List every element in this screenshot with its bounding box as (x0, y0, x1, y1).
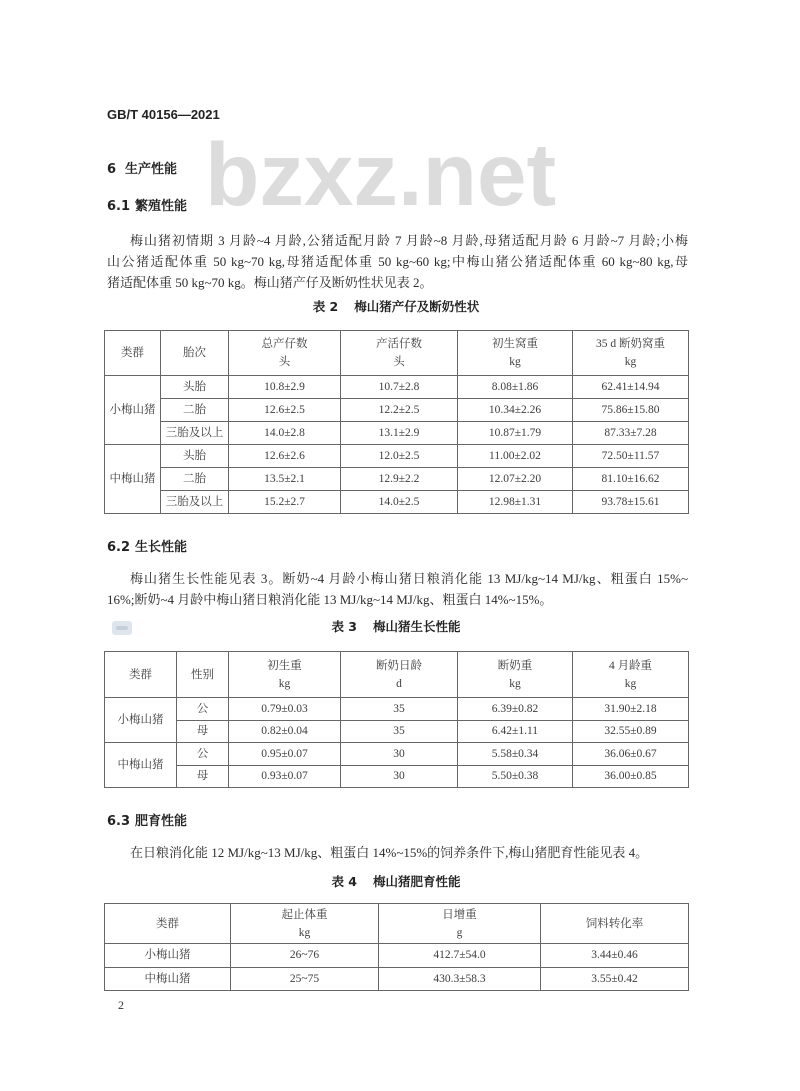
table-cell: 93.78±15.61 (573, 491, 689, 514)
table-3-caption (104, 618, 688, 636)
table-cell: 公 (177, 743, 229, 766)
header-unit: kg (624, 677, 637, 690)
header-label: 4 月龄重 (608, 659, 653, 672)
table-cell: 母 (177, 720, 229, 743)
table-cell: 0.95±0.07 (229, 743, 341, 766)
table-cell: 5.58±0.34 (458, 743, 573, 766)
table-title: 梅山猪肥育性能 (373, 874, 461, 889)
paragraph-line: 猪适配体重 50 kg~70 kg。梅山猪产仔及断奶性状见表 2。 (107, 275, 433, 290)
table-cell: 10.34±2.26 (458, 399, 573, 422)
header-label: 35 d 断奶窝重 (596, 338, 665, 350)
section-6-1-paragraph (107, 230, 688, 293)
table-cell: 72.50±11.57 (573, 445, 689, 468)
table-header-cell (341, 652, 458, 698)
table-row (105, 698, 689, 721)
table-cell: 0.79±0.03 (229, 698, 341, 721)
section-6-2-paragraph (107, 568, 688, 610)
table-header-cell (379, 904, 541, 944)
header-unit: kg (298, 926, 311, 939)
table-row (105, 491, 689, 514)
table-cell: 11.00±2.02 (458, 445, 573, 468)
table-cell: 12.2±2.5 (341, 399, 458, 422)
table-header-row (105, 331, 689, 376)
group-name-cell: 小梅山猪 (105, 376, 161, 445)
section-title: 生产性能 (125, 162, 178, 177)
section-6-1-heading (107, 198, 187, 216)
table-cell: 10.87±1.79 (458, 422, 573, 445)
section-title: 生长性能 (135, 540, 188, 555)
table-cell: 36.00±0.85 (573, 765, 689, 788)
table-header-cell: 类群 (105, 652, 177, 698)
table-cell: 14.0±2.5 (341, 491, 458, 514)
table-cell: 中梅山猪 (105, 967, 231, 991)
table-cell: 81.10±16.62 (573, 468, 689, 491)
section-number: 6.1 (107, 199, 131, 214)
group-name-cell: 小梅山猪 (105, 698, 177, 743)
table-2 (104, 330, 689, 514)
table-cell: 32.55±0.89 (573, 720, 689, 743)
section-6-3-heading (107, 813, 187, 831)
table-cell: 30 (341, 743, 458, 766)
table-cell: 13.1±2.9 (341, 422, 458, 445)
table-header-row (105, 652, 689, 698)
table-header-cell: 饲料转化率 (541, 904, 689, 944)
section-6-2-heading (107, 539, 187, 557)
table-header-cell: 类群 (105, 904, 231, 944)
table-cell: 三胎及以上 (161, 491, 229, 514)
table-row (105, 765, 689, 788)
table-cell: 10.8±2.9 (229, 376, 341, 399)
table-cell: 31.90±2.18 (573, 698, 689, 721)
table-cell: 8.08±1.86 (458, 376, 573, 399)
table-cell: 12.0±2.5 (341, 445, 458, 468)
table-cell: 小梅山猪 (105, 944, 231, 968)
table-cell: 75.86±15.80 (573, 399, 689, 422)
header-label: 断奶重 (497, 659, 533, 672)
section-title: 肥育性能 (135, 814, 188, 829)
table-cell: 14.0±2.8 (229, 422, 341, 445)
header-unit: 头 (278, 356, 291, 368)
section-number: 6.3 (107, 814, 131, 829)
table-cell: 87.33±7.28 (573, 422, 689, 445)
table-cell: 3.44±0.46 (541, 944, 689, 968)
table-header-cell (231, 904, 379, 944)
table-cell: 0.93±0.07 (229, 765, 341, 788)
table-header-cell (573, 652, 689, 698)
table-cell: 公 (177, 698, 229, 721)
table-cell: 5.50±0.38 (458, 765, 573, 788)
table-row (105, 967, 689, 991)
table-label: 表 2 (312, 299, 339, 314)
table-header-cell (341, 331, 458, 376)
table-cell: 13.5±2.1 (229, 468, 341, 491)
table-cell: 36.06±0.67 (573, 743, 689, 766)
table-cell: 三胎及以上 (161, 422, 229, 445)
header-unit: kg (278, 677, 291, 690)
table-cell: 0.82±0.04 (229, 720, 341, 743)
table-header-cell: 胎次 (161, 331, 229, 376)
table-header-cell: 类群 (105, 331, 161, 376)
paragraph-line: 山公猪适配体重 50 kg~70 kg,母猪适配体重 50 kg~60 kg;中梅山猪公猪适配体重 60 kg~80 kg,母 (107, 254, 688, 269)
table-cell: 430.3±58.3 (379, 967, 541, 991)
standard-code: GB/T 40156—2021 (107, 107, 220, 122)
table-cell: 头胎 (161, 376, 229, 399)
table-header-row (105, 904, 689, 944)
header-label: 起止体重 (281, 908, 328, 921)
header-unit: d (396, 677, 402, 690)
section-number: 6 (107, 162, 117, 177)
table-cell: 62.41±14.94 (573, 376, 689, 399)
group-name-cell: 中梅山猪 (105, 743, 177, 788)
header-label: 产活仔数 (376, 338, 422, 350)
table-cell: 12.9±2.2 (341, 468, 458, 491)
table-3 (104, 651, 689, 788)
table-row (105, 720, 689, 743)
table-row (105, 422, 689, 445)
table-label: 表 3 (331, 619, 358, 634)
table-title: 梅山猪生长性能 (373, 619, 461, 634)
table-cell: 头胎 (161, 445, 229, 468)
table-cell: 二胎 (161, 468, 229, 491)
table-cell: 3.55±0.42 (541, 967, 689, 991)
table-cell: 35 (341, 698, 458, 721)
table-cell: 6.39±0.82 (458, 698, 573, 721)
header-unit: kg (509, 677, 521, 690)
header-label: 初生窝重 (492, 338, 538, 350)
header-unit: g (456, 926, 463, 939)
table-row (105, 445, 689, 468)
table-4-caption (104, 873, 688, 891)
table-cell: 25~75 (231, 967, 379, 991)
table-cell: 412.7±54.0 (379, 944, 541, 968)
table-cell: 10.7±2.8 (341, 376, 458, 399)
section-6-heading (107, 161, 177, 179)
header-unit: 头 (393, 356, 405, 368)
table-cell: 12.6±2.6 (229, 445, 341, 468)
table-row (105, 399, 689, 422)
table-cell: 12.07±2.20 (458, 468, 573, 491)
table-cell: 35 (341, 720, 458, 743)
table-header-cell: 性别 (177, 652, 229, 698)
table-row (105, 944, 689, 968)
table-header-cell (229, 652, 341, 698)
header-unit: kg (624, 356, 637, 368)
table-cell: 15.2±2.7 (229, 491, 341, 514)
table-header-cell (229, 331, 341, 376)
table-4 (104, 903, 689, 991)
section-6-3-paragraph (107, 842, 688, 863)
table-cell: 二胎 (161, 399, 229, 422)
table-header-cell (458, 652, 573, 698)
header-label: 初生重 (267, 659, 302, 672)
header-label: 总产仔数 (261, 338, 308, 350)
table-header-cell (573, 331, 689, 376)
table-cell: 26~76 (231, 944, 379, 968)
table-cell: 30 (341, 765, 458, 788)
table-cell: 12.98±1.31 (458, 491, 573, 514)
table-title: 梅山猪产仔及断奶性状 (354, 299, 480, 314)
table-label: 表 4 (331, 874, 358, 889)
section-number: 6.2 (107, 540, 131, 555)
table-cell: 母 (177, 765, 229, 788)
section-title: 繁殖性能 (135, 199, 188, 214)
paragraph-line: 16%;断奶~4 月龄中梅山猪日粮消化能 13 MJ/kg~14 MJ/kg、粗蛋白 14%~15%。 (107, 592, 553, 607)
paragraph-line: 梅山猪生长性能见表 3。断奶~4 月龄小梅山猪日粮消化能 13 MJ/kg~14 MJ/kg、粗蛋白 15%~ (130, 571, 688, 586)
paragraph-line: 在日粮消化能 12 MJ/kg~13 MJ/kg、粗蛋白 14%~15%的饲养条件下,梅山猪肥育性能见表 4。 (130, 845, 649, 860)
table-row (105, 376, 689, 399)
table-row (105, 743, 689, 766)
page-number: 2 (118, 998, 124, 1012)
table-row (105, 468, 689, 491)
watermark: bzxz.net (205, 124, 557, 224)
group-name-cell: 中梅山猪 (105, 445, 161, 514)
table-header-cell (458, 331, 573, 376)
header-label: 日增重 (442, 908, 477, 921)
table-2-caption (104, 298, 688, 316)
header-unit: kg (509, 356, 521, 368)
paragraph-line: 梅山猪初情期 3 月龄~4 月龄,公猪适配月龄 7 月龄~8 月龄,母猪适配月龄 6 月龄~7 月龄;小梅 (130, 233, 688, 248)
header-label: 断奶日龄 (376, 659, 422, 672)
table-cell: 6.42±1.11 (458, 720, 573, 743)
table-cell: 12.6±2.5 (229, 399, 341, 422)
